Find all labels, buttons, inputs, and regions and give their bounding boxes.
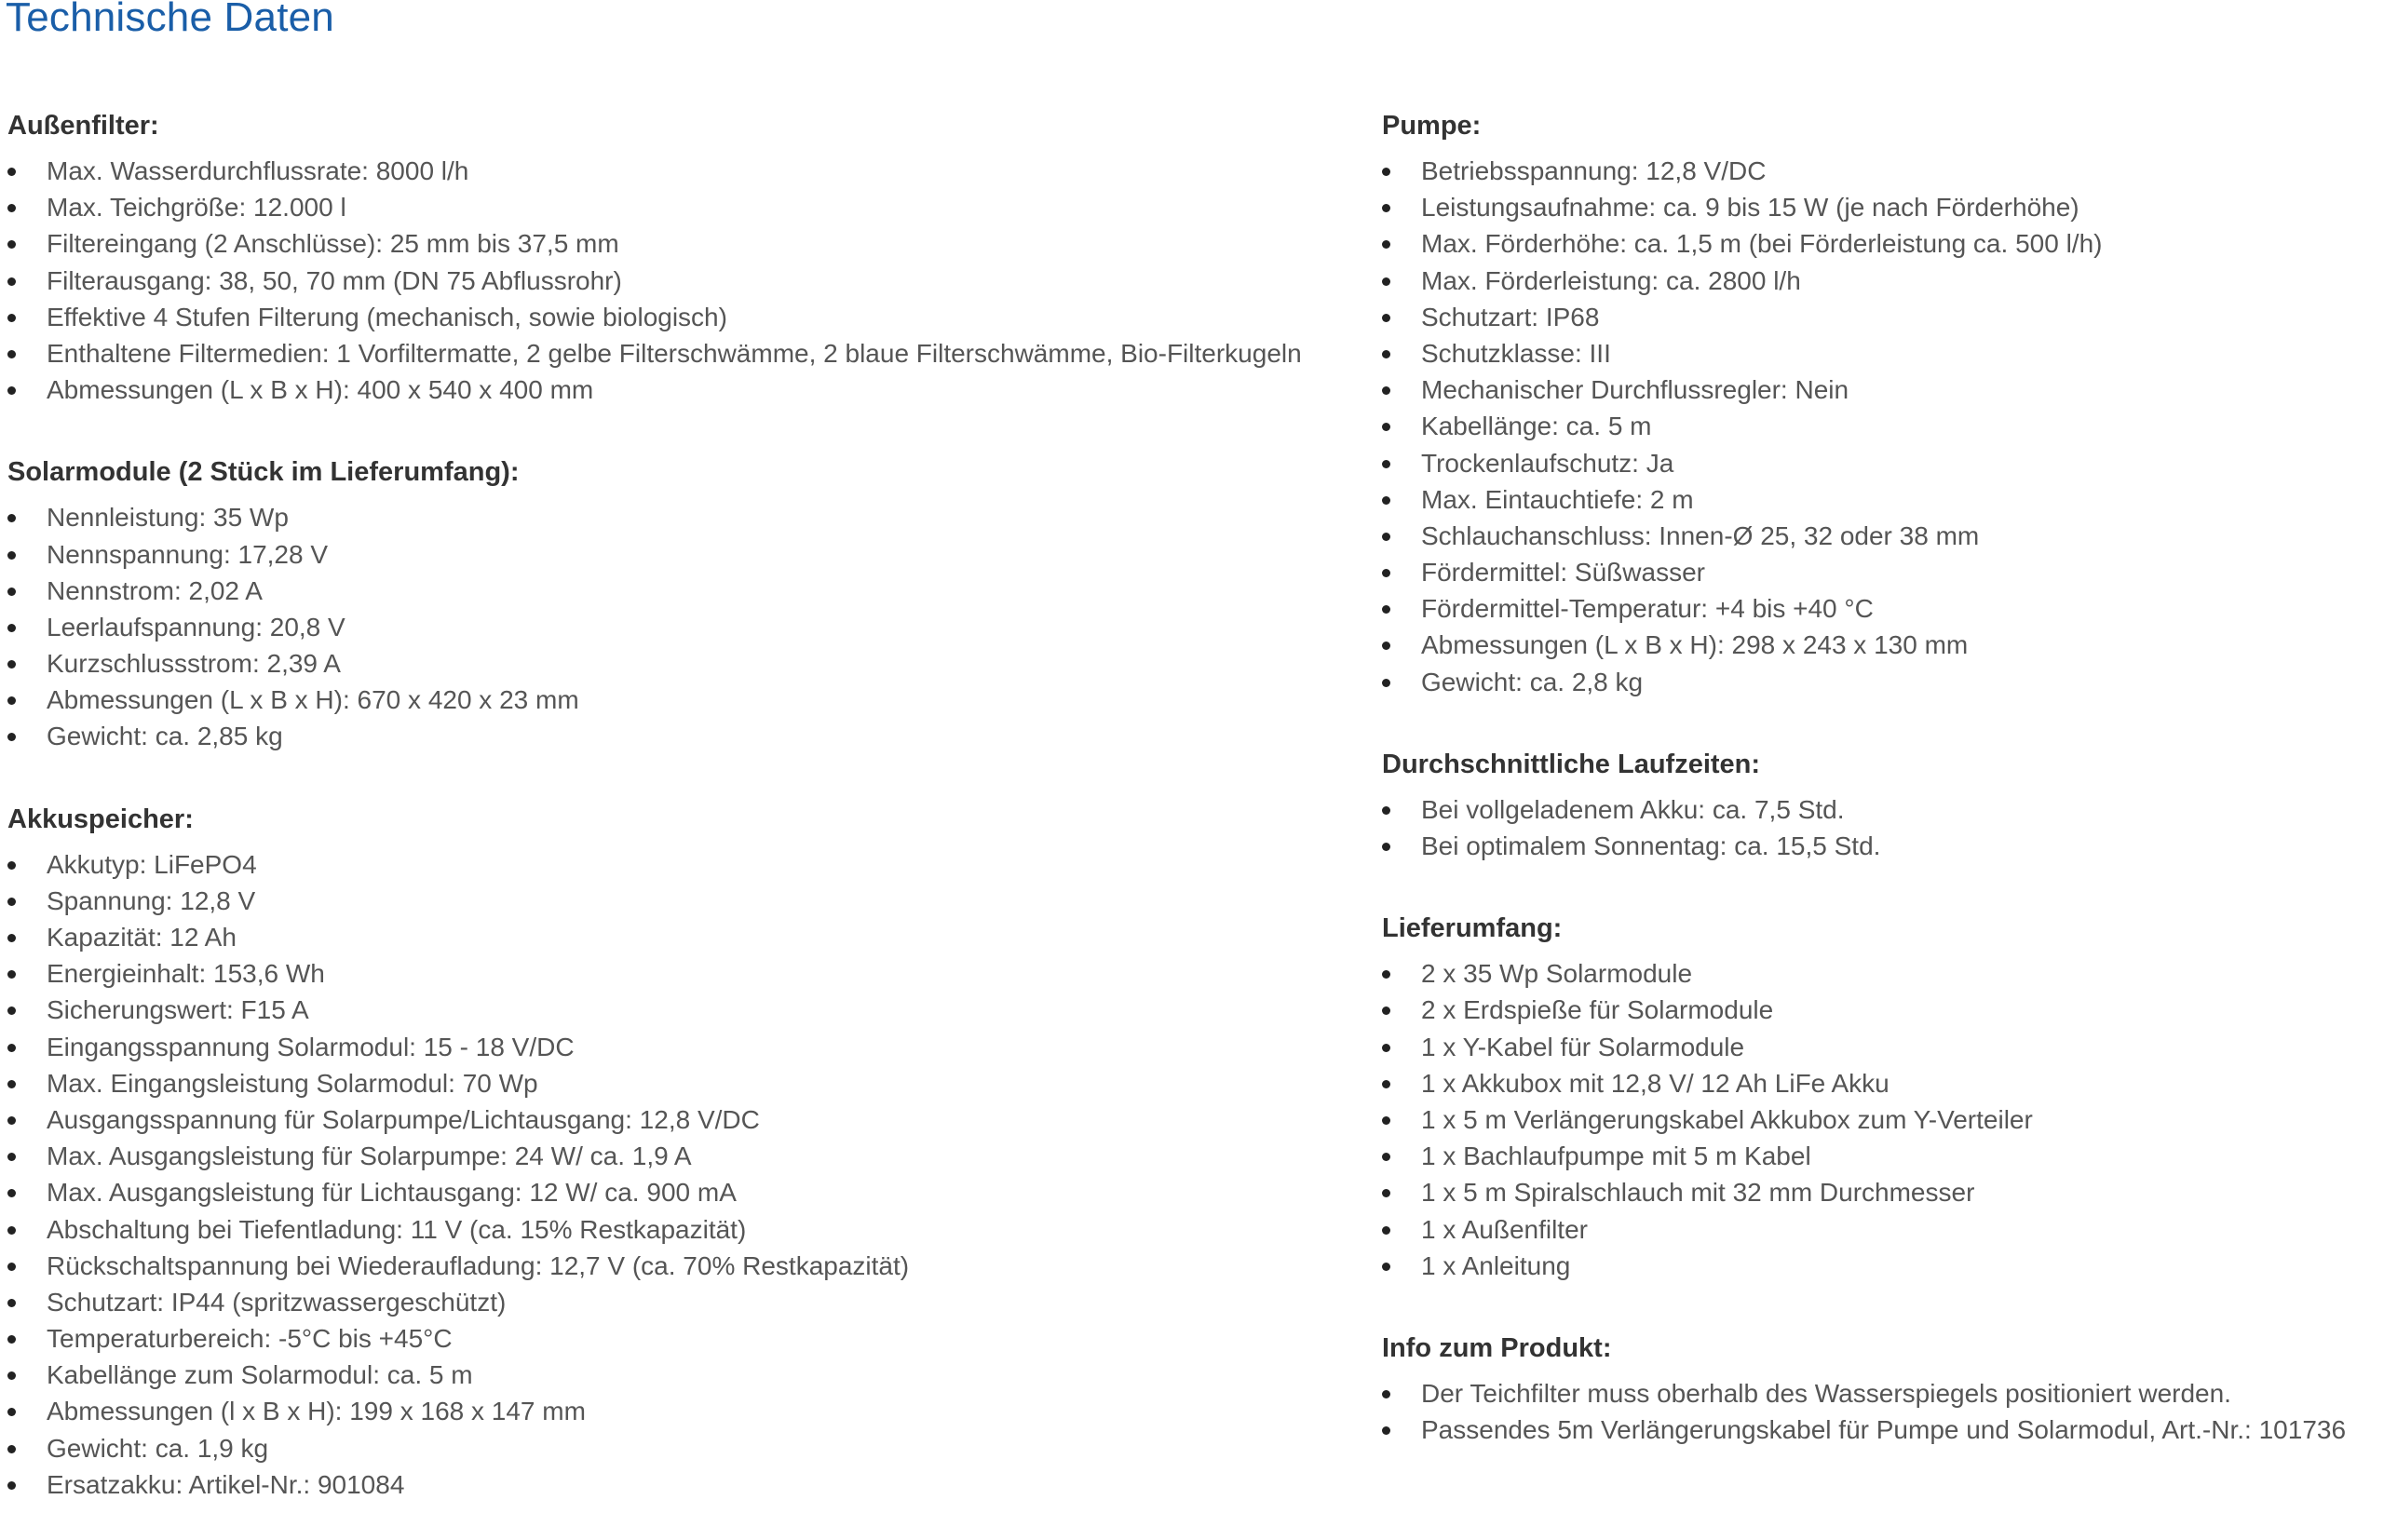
list-item xyxy=(7,1174,1367,1210)
list-item-text: Passendes 5m Verlängerungskabel für Pumpe und Solarmodul, Art.-Nr.: 101736 xyxy=(1421,1415,2347,1445)
spec-list-durchschnittliche-laufzeiten xyxy=(1382,791,2378,864)
bullet-icon xyxy=(1382,386,1390,395)
bullet-icon xyxy=(1382,1116,1390,1125)
list-item xyxy=(1382,1174,2378,1210)
list-item xyxy=(7,1029,1367,1065)
list-item-text: Kabellänge: ca. 5 m xyxy=(1421,412,1652,441)
section-solarmodule-2-stueck-im-lieferumfang xyxy=(7,445,1367,754)
list-item-text: Temperaturbereich: -5°C bis +45°C xyxy=(47,1324,453,1354)
bullet-icon xyxy=(7,861,16,870)
list-item-text: 2 x Erdspieße für Solarmodule xyxy=(1421,995,1774,1025)
section-durchschnittliche-laufzeiten xyxy=(1382,737,2378,864)
list-item xyxy=(7,1357,1367,1393)
bullet-icon xyxy=(1382,168,1390,176)
spec-list-aussenfilter xyxy=(7,153,1367,408)
list-item-text: Max. Ausgangsleistung für Lichtausgang: 12 W/ ca. 900 mA xyxy=(47,1178,737,1208)
list-item-text: Rückschaltspannung bei Wiederaufladung: 12,7 V (ca. 70% Restkapazität) xyxy=(47,1250,910,1280)
list-item-text: Akkutyp: LiFePO4 xyxy=(47,849,257,879)
section-heading-durchschnittliche-laufzeiten: Durchschnittliche Laufzeiten: xyxy=(1382,749,1761,779)
list-item-text: Der Teichfilter muss oberhalb des Wasserspiegels positioniert werden. xyxy=(1421,1378,2231,1408)
bullet-icon xyxy=(7,1189,16,1197)
list-item xyxy=(1382,554,2378,590)
list-item-text: Abmessungen (l x B x H): 199 x 168 x 147 mm xyxy=(47,1397,586,1426)
list-item-text: Abmessungen (L x B x H): 400 x 540 x 400 mm xyxy=(47,375,594,405)
section-heading-info-zum-produkt: Info zum Produkt: xyxy=(1382,1332,1612,1363)
list-item xyxy=(1382,955,2378,992)
list-item-text: Leistungsaufnahme: ca. 9 bis 15 W (je nach Förderhöhe) xyxy=(1421,193,2079,223)
list-item xyxy=(7,1248,1367,1284)
bullet-icon xyxy=(7,350,16,358)
list-item-text: Kurzschlussstrom: 2,39 A xyxy=(47,649,341,679)
bullet-icon xyxy=(7,1299,16,1307)
section-heading-aussenfilter: Außenfilter: xyxy=(7,111,159,141)
spec-list-pumpe xyxy=(1382,153,2378,700)
bullet-icon xyxy=(7,551,16,560)
bullet-icon xyxy=(7,624,16,632)
list-item-text: Max. Eingangsleistung Solarmodul: 70 Wp xyxy=(47,1068,538,1098)
list-item xyxy=(1382,263,2378,299)
bullet-icon xyxy=(7,277,16,286)
list-item-text: Filterausgang: 38, 50, 70 mm (DN 75 Abflussrohr) xyxy=(47,265,622,295)
list-item-text: Mechanischer Durchflussregler: Nein xyxy=(1421,375,1849,405)
list-item-text: Energieinhalt: 153,6 Wh xyxy=(47,959,325,989)
list-item xyxy=(1382,627,2378,663)
list-item xyxy=(7,682,1367,718)
list-item xyxy=(1382,153,2378,189)
list-item-text: Spannung: 12,8 V xyxy=(47,885,256,915)
list-item xyxy=(1382,1029,2378,1065)
list-item xyxy=(7,1138,1367,1174)
list-item-text: Max. Eintauchtiefe: 2 m xyxy=(1421,484,1694,514)
list-item xyxy=(1382,445,2378,481)
bullet-icon xyxy=(1382,204,1390,212)
list-item xyxy=(1382,225,2378,262)
list-item xyxy=(7,225,1367,262)
list-item-text: Enthaltene Filtermedien: 1 Vorfiltermatte, 2 gelbe Filterschwämme, 2 blaue Filterschwämme, Bio-Filterkugeln xyxy=(47,338,1302,368)
list-item xyxy=(1382,1101,2378,1138)
list-item-text: Kabellänge zum Solarmodul: ca. 5 m xyxy=(47,1360,473,1390)
bullet-icon xyxy=(1382,806,1390,815)
section-pumpe xyxy=(1382,99,2378,700)
bullet-icon xyxy=(7,660,16,669)
list-item xyxy=(1382,1138,2378,1174)
list-item xyxy=(7,718,1367,754)
list-item xyxy=(7,1101,1367,1138)
section-info-zum-produkt xyxy=(1382,1321,2378,1448)
bullet-icon xyxy=(7,1408,16,1416)
list-item xyxy=(7,846,1367,883)
list-item-text: 1 x Bachlaufpumpe mit 5 m Kabel xyxy=(1421,1141,1811,1171)
bullet-icon xyxy=(7,1263,16,1271)
bullet-icon xyxy=(1382,1263,1390,1271)
bullet-icon xyxy=(1382,1426,1390,1435)
bullet-icon xyxy=(1382,605,1390,614)
list-item xyxy=(7,371,1367,408)
spec-list-solarmodule-2-stueck-im-lieferumfang xyxy=(7,499,1367,754)
bullet-icon xyxy=(1382,496,1390,505)
list-item xyxy=(1382,590,2378,627)
section-heading-lieferumfang: Lieferumfang: xyxy=(1382,913,1563,944)
list-item-text: Schlauchanschluss: Innen-Ø 25, 32 oder 38 mm xyxy=(1421,520,1980,550)
bullet-icon xyxy=(1382,1044,1390,1052)
bullet-icon xyxy=(7,204,16,212)
list-item-text: 1 x 5 m Spiralschlauch mit 32 mm Durchmesser xyxy=(1421,1178,1975,1208)
bullet-icon xyxy=(7,1481,16,1490)
list-item xyxy=(7,992,1367,1028)
list-item xyxy=(7,1211,1367,1248)
list-item xyxy=(7,499,1367,535)
bullet-icon xyxy=(7,970,16,979)
bullet-icon xyxy=(7,934,16,942)
list-item xyxy=(7,883,1367,919)
list-item-text: Fördermittel: Süßwasser xyxy=(1421,558,1705,588)
list-item-text: Effektive 4 Stufen Filterung (mechanisch, sowie biologisch) xyxy=(47,302,727,331)
list-item-text: Schutzklasse: III xyxy=(1421,338,1611,368)
list-item-text: Nennstrom: 2,02 A xyxy=(47,575,263,605)
bullet-icon xyxy=(7,240,16,249)
spec-list-akkuspeicher xyxy=(7,846,1367,1503)
list-item-text: Schutzart: IP44 (spritzwassergeschützt) xyxy=(47,1287,507,1317)
list-item-text: Bei vollgeladenem Akku: ca. 7,5 Std. xyxy=(1421,794,1845,824)
list-item xyxy=(1382,1211,2378,1248)
bullet-icon xyxy=(1382,350,1390,358)
list-item-text: 1 x Y-Kabel für Solarmodule xyxy=(1421,1032,1745,1061)
list-item-text: Max. Förderleistung: ca. 2800 l/h xyxy=(1421,265,1801,295)
list-item xyxy=(1382,791,2378,828)
list-item xyxy=(1382,481,2378,518)
list-item-text: Bei optimalem Sonnentag: ca. 15,5 Std. xyxy=(1421,831,1881,860)
list-item-text: Nennleistung: 35 Wp xyxy=(47,503,289,533)
bullet-icon xyxy=(7,1153,16,1161)
list-item xyxy=(1382,371,2378,408)
section-heading-akkuspeicher: Akkuspeicher: xyxy=(7,804,194,834)
list-item xyxy=(7,1430,1367,1466)
bullet-icon xyxy=(7,386,16,395)
list-item xyxy=(1382,828,2378,864)
bullet-icon xyxy=(1382,1226,1390,1235)
section-heading-pumpe: Pumpe: xyxy=(1382,111,1482,141)
list-item xyxy=(7,299,1367,335)
list-item xyxy=(7,1393,1367,1429)
list-item-text: Gewicht: ca. 2,85 kg xyxy=(47,722,283,751)
bullet-icon xyxy=(7,1371,16,1380)
bullet-icon xyxy=(1382,970,1390,979)
list-item xyxy=(1382,1375,2378,1412)
list-item-text: Max. Teichgröße: 12.000 l xyxy=(47,193,346,223)
bullet-icon xyxy=(1382,240,1390,249)
list-item xyxy=(7,645,1367,682)
bullet-icon xyxy=(1382,460,1390,468)
bullet-icon xyxy=(7,314,16,322)
list-item xyxy=(1382,1248,2378,1284)
section-heading-solarmodule-2-stueck-im-lieferumfang: Solarmodule (2 Stück im Lieferumfang): xyxy=(7,457,520,488)
list-item-text: Eingangsspannung Solarmodul: 15 - 18 V/DC xyxy=(47,1032,575,1061)
list-item xyxy=(1382,1412,2378,1448)
bullet-icon xyxy=(1382,1006,1390,1015)
list-item-text: Leerlaufspannung: 20,8 V xyxy=(47,612,345,642)
section-akkuspeicher xyxy=(7,792,1367,1503)
list-item-text: Kapazität: 12 Ah xyxy=(47,923,237,952)
bullet-icon xyxy=(7,168,16,176)
list-item-text: Gewicht: ca. 1,9 kg xyxy=(47,1433,269,1463)
bullet-icon xyxy=(7,1226,16,1235)
list-item xyxy=(7,1320,1367,1357)
page-title: Technische Daten xyxy=(6,0,334,40)
bullet-icon xyxy=(7,1335,16,1344)
list-item-text: Fördermittel-Temperatur: +4 bis +40 °C xyxy=(1421,594,1874,624)
bullet-icon xyxy=(7,733,16,741)
specs-left-column xyxy=(7,99,1367,1540)
list-item-text: Filtereingang (2 Anschlüsse): 25 mm bis 37,5 mm xyxy=(47,229,619,259)
list-item xyxy=(7,153,1367,189)
list-item-text: Trockenlaufschutz: Ja xyxy=(1421,448,1674,478)
bullet-icon xyxy=(7,514,16,522)
list-item xyxy=(7,919,1367,955)
list-item-text: Max. Wasserdurchflussrate: 8000 l/h xyxy=(47,156,469,185)
section-aussenfilter xyxy=(7,99,1367,408)
bullet-icon xyxy=(1382,1153,1390,1161)
list-item xyxy=(7,955,1367,992)
bullet-icon xyxy=(1382,843,1390,851)
list-item-text: 1 x Akkubox mit 12,8 V/ 12 Ah LiFe Akku xyxy=(1421,1068,1890,1098)
spec-list-info-zum-produkt xyxy=(1382,1375,2378,1448)
bullet-icon xyxy=(1382,679,1390,687)
list-item xyxy=(7,609,1367,645)
list-item xyxy=(7,536,1367,573)
list-item xyxy=(7,335,1367,371)
bullet-icon xyxy=(1382,1189,1390,1197)
list-item xyxy=(7,1284,1367,1320)
bullet-icon xyxy=(7,588,16,596)
list-item xyxy=(7,1466,1367,1503)
list-item xyxy=(1382,189,2378,225)
list-item-text: 1 x Außenfilter xyxy=(1421,1214,1588,1244)
list-item-text: Ersatzakku: Artikel-Nr.: 901084 xyxy=(47,1469,405,1499)
list-item xyxy=(7,1065,1367,1101)
list-item-text: 1 x 5 m Verlängerungskabel Akkubox zum Y-Verteiler xyxy=(1421,1104,2033,1134)
list-item xyxy=(1382,664,2378,700)
list-item-text: Max. Förderhöhe: ca. 1,5 m (bei Förderleistung ca. 500 l/h) xyxy=(1421,229,2103,259)
list-item-text: Sicherungswert: F15 A xyxy=(47,995,309,1025)
bullet-icon xyxy=(7,1006,16,1015)
bullet-icon xyxy=(1382,642,1390,650)
bullet-icon xyxy=(1382,277,1390,286)
spec-list-lieferumfang xyxy=(1382,955,2378,1284)
list-item-text: Abmessungen (L x B x H): 298 x 243 x 130 mm xyxy=(1421,630,1969,660)
list-item-text: Betriebsspannung: 12,8 V/DC xyxy=(1421,156,1767,185)
list-item-text: Schutzart: IP68 xyxy=(1421,302,1600,331)
bullet-icon xyxy=(1382,1390,1390,1398)
list-item xyxy=(7,189,1367,225)
list-item xyxy=(7,263,1367,299)
section-lieferumfang xyxy=(1382,901,2378,1284)
bullet-icon xyxy=(7,696,16,705)
bullet-icon xyxy=(7,1116,16,1125)
list-item xyxy=(1382,299,2378,335)
bullet-icon xyxy=(7,1080,16,1088)
bullet-icon xyxy=(7,1445,16,1453)
bullet-icon xyxy=(1382,569,1390,577)
specs-right-column xyxy=(1382,99,2378,1485)
list-item xyxy=(1382,992,2378,1028)
list-item-text: Nennspannung: 17,28 V xyxy=(47,539,329,569)
list-item-text: Abmessungen (L x B x H): 670 x 420 x 23 mm xyxy=(47,685,579,715)
list-item-text: 2 x 35 Wp Solarmodule xyxy=(1421,959,1693,989)
bullet-icon xyxy=(1382,1080,1390,1088)
list-item-text: Ausgangsspannung für Solarpumpe/Lichtausgang: 12,8 V/DC xyxy=(47,1104,760,1134)
list-item-text: Gewicht: ca. 2,8 kg xyxy=(1421,667,1644,696)
bullet-icon xyxy=(1382,423,1390,431)
list-item xyxy=(1382,408,2378,444)
bullet-icon xyxy=(7,898,16,906)
list-item xyxy=(1382,335,2378,371)
list-item xyxy=(1382,518,2378,554)
list-item-text: 1 x Anleitung xyxy=(1421,1250,1571,1280)
list-item xyxy=(1382,1065,2378,1101)
bullet-icon xyxy=(7,1044,16,1052)
bullet-icon xyxy=(1382,533,1390,541)
bullet-icon xyxy=(1382,314,1390,322)
list-item-text: Abschaltung bei Tiefentladung: 11 V (ca. 15% Restkapazität) xyxy=(47,1214,747,1244)
list-item-text: Max. Ausgangsleistung für Solarpumpe: 24 W/ ca. 1,9 A xyxy=(47,1141,692,1171)
list-item xyxy=(7,573,1367,609)
